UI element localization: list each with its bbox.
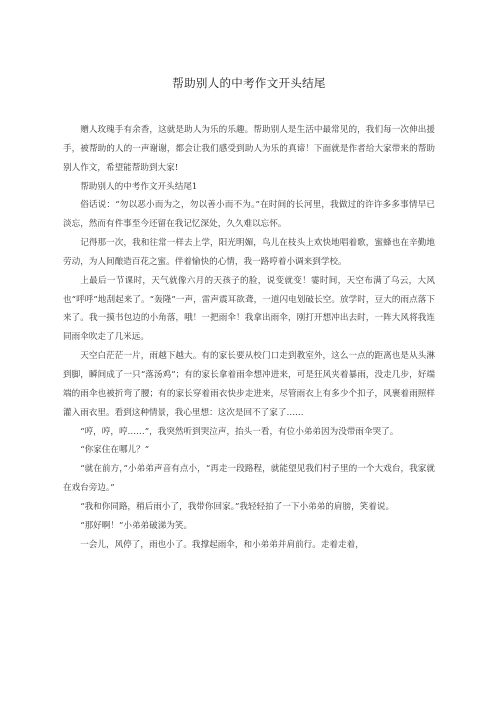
paragraph-intro: 赠人玫瑰手有余香，这就是助人为乐的乐趣。帮助别人是生活中最常见的，我们每一次伸出援手，被帮助的人的一声谢谢，都会让我们感受到助人为乐的真谛！下面就是作者给大家带来的帮助别人作文，希望能帮助到大家! <box>63 125 435 173</box>
paragraph: 俗话说：“勿以恶小而为之，勿以善小而不为。”在时间的长河里，我做过的许许多多事情早已淡忘，然而有件事至今还留在我记忆深处，久久难以忘怀。 <box>63 200 435 230</box>
paragraph: “我和你同路，稍后雨小了，我带你回家。”我轻轻拍了一下小弟弟的肩膀，笑着说。 <box>80 501 395 512</box>
paragraph: 上最后一节课时，天气就像六月的天孩子的脸，说变就变！霎时间，天空布满了乌云，大风也“呼呼”地刮起来了。“轰隆”一声，雷声震耳欲聋，一道闪电划破长空。放学时，豆大的雨点落下来了。我一摸书包边的小角落，哦！一把雨伞！我拿出雨伞，刚打开想冲出去时，一阵大风将我连同雨伞吹走了几米远。 <box>63 275 435 343</box>
paragraph: “那好啊！”小弟弟破涕为笑。 <box>80 520 193 531</box>
paragraph: 一会儿，风停了，雨也小了。我撑起雨伞，和小弟弟并肩前行。走着走着， <box>80 539 364 550</box>
document-title: 帮助别人的中考作文开头结尾 <box>172 76 326 90</box>
article-body <box>63 121 435 554</box>
paragraph: “就在前方，”小弟弟声音有点小，“再走一段路程，就能望见我们村子里的一个大戏台，我家就在戏台旁边。” <box>63 464 435 494</box>
paragraph: 天空白茫茫一片，雨越下越大。有的家长要从校门口走到教室外，这么一点的距离也是从头淋到脚，瞬间成了一只“落汤鸡”；有的家长拿着雨伞想冲进来，可是狂风夹着暴雨，没走几步，好端端的雨伞也被折弯了腰；有的家长穿着雨衣快步走进来，尽管雨衣上有多少个扣子，风裹着雨照样灌入雨衣里。看到这种情景，我心里想：这次是回不了家了…… <box>63 351 435 418</box>
paragraph: “哼，哼，哼……”，我突然听到哭泣声，抬头一看，有位小弟弟因为没带雨伞哭了。 <box>80 426 399 437</box>
section-heading: 帮助别人的中考作文开头结尾1 <box>80 181 198 192</box>
paragraph: “你家住在哪儿？” <box>80 445 150 456</box>
paragraph: 记得那一次，我和往常一样去上学，阳光明媚，鸟儿在枝头上欢快地唱着歌，蜜蜂也在辛勤地劳动，为人间酿造百花之蜜。伴着愉快的心情，我一路哼着小调来到学校。 <box>63 238 435 267</box>
